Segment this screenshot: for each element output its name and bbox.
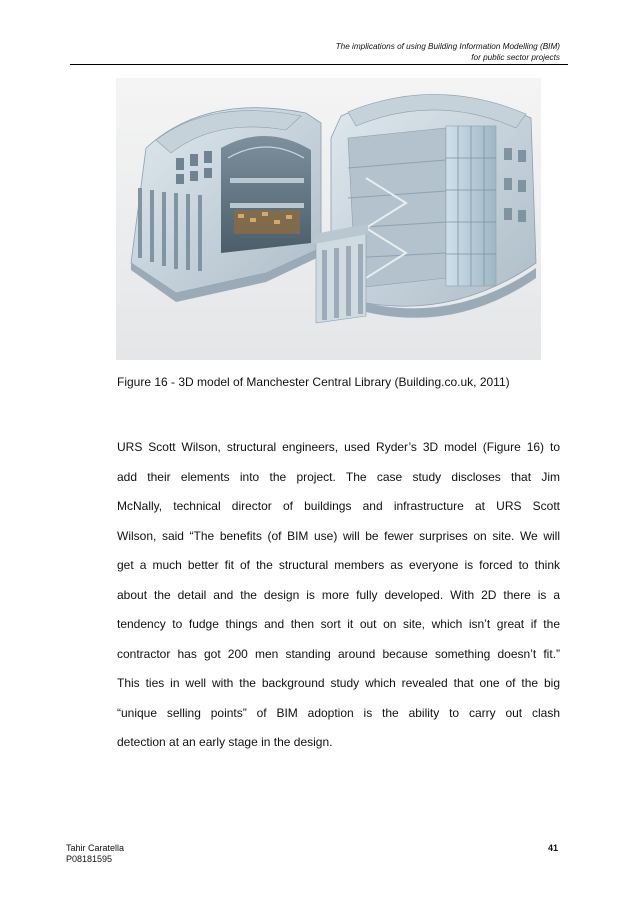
- body-line: McNally, technical director of buildings and infrastructure at URS Scott: [117, 499, 560, 513]
- body-line: tendency to fudge things and then sort it out on site, which isn’t great if the: [117, 617, 560, 631]
- body-line: This ties in well with the background study which revealed that one of the big: [117, 676, 560, 690]
- body-line: contractor has got 200 men standing around because something doesn’t fit.”: [117, 646, 560, 661]
- body-line: get a much better fit of the structural members as everyone is forced to think: [117, 558, 560, 572]
- footer-student-id: P08181595: [66, 854, 113, 864]
- footer-author: Tahir Caratella: [66, 843, 125, 853]
- page-number: 41: [547, 843, 558, 853]
- body-line: “unique selling points” of BIM adoption is the ability to carry out clash: [117, 705, 560, 720]
- body-text: [117, 433, 560, 758]
- building-model-illustration: [116, 78, 541, 360]
- running-header: [336, 41, 560, 63]
- body-line: add their elements into the project. The case study discloses that Jim: [117, 469, 560, 484]
- body-line-last: detection at an early stage in the design.: [117, 735, 333, 749]
- figure-caption: Figure 16 - 3D model of Manchester Central Library (Building.co.uk, 2011): [117, 375, 510, 389]
- body-line: about the detail and the design is more fully developed. With 2D there is a: [117, 587, 560, 602]
- header-rule: [70, 64, 568, 65]
- footer-author-block: [66, 843, 124, 865]
- header-line-2: for public sector projects: [471, 53, 560, 62]
- figure-image: [116, 78, 541, 360]
- header-line-1: The implications of using Building Information Modelling (BIM): [335, 42, 560, 51]
- body-line: Wilson, said “The benefits (of BIM use) will be fewer surprises on site. We will: [117, 528, 560, 543]
- body-line: URS Scott Wilson, structural engineers, used Ryder’s 3D model (Figure 16) to: [117, 440, 560, 454]
